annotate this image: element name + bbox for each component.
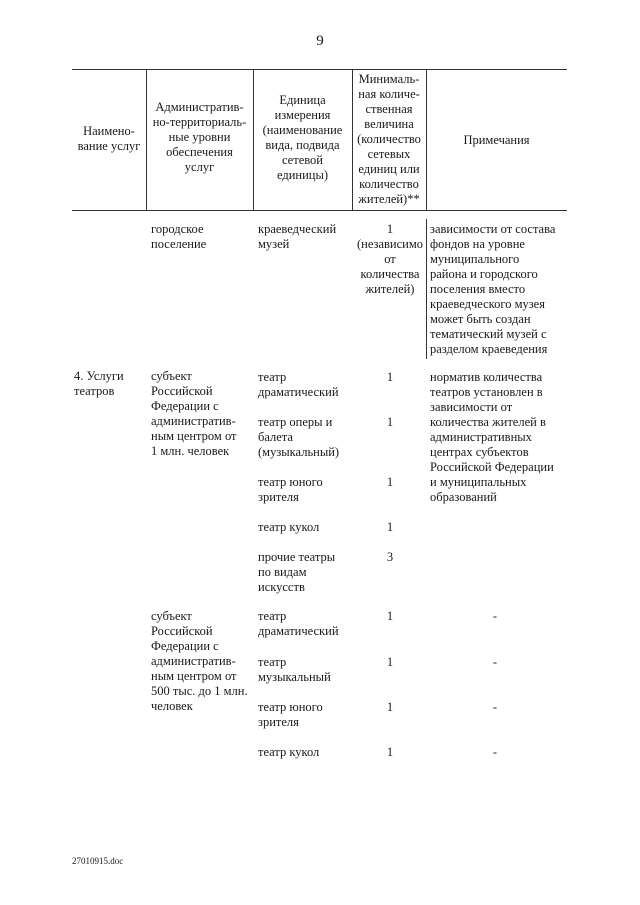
cell-qty-puppet-2: 1 <box>386 745 394 759</box>
cell-note-youth-2: - <box>492 700 498 714</box>
cell-qty-drama-1: 1 <box>386 370 394 384</box>
cell-unit-opera: театр оперы и балета (музыкальный) <box>258 415 340 459</box>
cell-unit-drama-1: театр драматический <box>258 370 339 399</box>
header-min-quantity: Минималь- ная количе- ственная величина (количество сетевых единиц или количество жителей)** <box>357 72 421 206</box>
cell-note-drama-2: - <box>492 609 498 623</box>
cell-unit-drama-2: театр драматический <box>258 609 339 638</box>
cell-unit-puppet-1: театр кукол <box>258 520 320 534</box>
header-admin-levels: Административ- но-территориаль- ные уровни обеспечения услуг <box>152 100 247 174</box>
cell-unit-other-theatres: прочие театры по видам искусств <box>258 550 336 594</box>
cell-qty-musical-2: 1 <box>386 655 394 669</box>
cell-qty-opera: 1 <box>386 415 394 429</box>
cell-level-urban: городское поселение <box>151 222 207 251</box>
cell-note-puppet-2: - <box>492 745 498 759</box>
column-divider-1 <box>146 69 147 210</box>
cell-qty-youth-1: 1 <box>386 475 394 489</box>
column-divider-2 <box>253 69 254 210</box>
cell-unit-musical-2: театр музыкальный <box>258 655 331 684</box>
cell-note-museum: зависимости от состава фондов на уровне муниципального района и городского поселения вместо краеведческого музея может быть создан тематический музей с разделом краеведения <box>430 222 556 356</box>
page-number: 9 <box>316 33 324 49</box>
header-notes: Примечания <box>463 133 530 147</box>
cell-unit-youth-2: театр юного зрителя <box>258 700 323 729</box>
cell-note-theatres: норматив количества театров установлен в зависимости от количества жителей в административных центрах субъектов Российской Федерации и муниципальных образований <box>430 370 554 504</box>
cell-unit-puppet-2: театр кукол <box>258 745 320 759</box>
cell-qty-other-theatres: 3 <box>386 550 394 564</box>
header-service-name: Наимено- вание услуг <box>77 124 141 153</box>
cell-level-city-1m: субъект Российской Федерации с административ- ным центром от 1 млн. человек <box>151 369 237 458</box>
cell-qty-youth-2: 1 <box>386 700 394 714</box>
cell-qty-puppet-1: 1 <box>386 520 394 534</box>
cell-service-theatres: 4. Услуги театров <box>74 369 124 398</box>
cell-unit-youth-1: театр юного зрителя <box>258 475 323 504</box>
column-divider-3 <box>352 69 353 210</box>
cell-unit-local-history-museum: краеведческий музей <box>258 222 337 251</box>
column-divider-4 <box>426 69 427 210</box>
footer-filename: 27010915.doc <box>72 856 124 866</box>
cell-qty-museum: 1 (независимо от количества жителей) <box>356 222 424 296</box>
cell-note-musical-2: - <box>492 655 498 669</box>
cell-level-city-500k: субъект Российской Федерации с административ- ным центром от 500 тыс. до 1 млн. человек <box>151 609 248 713</box>
header-unit: Единица измерения (наименование вида, подвида сетевой единицы) <box>262 93 343 182</box>
table-header-bottom-border <box>72 210 567 211</box>
cell-qty-drama-2: 1 <box>386 609 394 623</box>
